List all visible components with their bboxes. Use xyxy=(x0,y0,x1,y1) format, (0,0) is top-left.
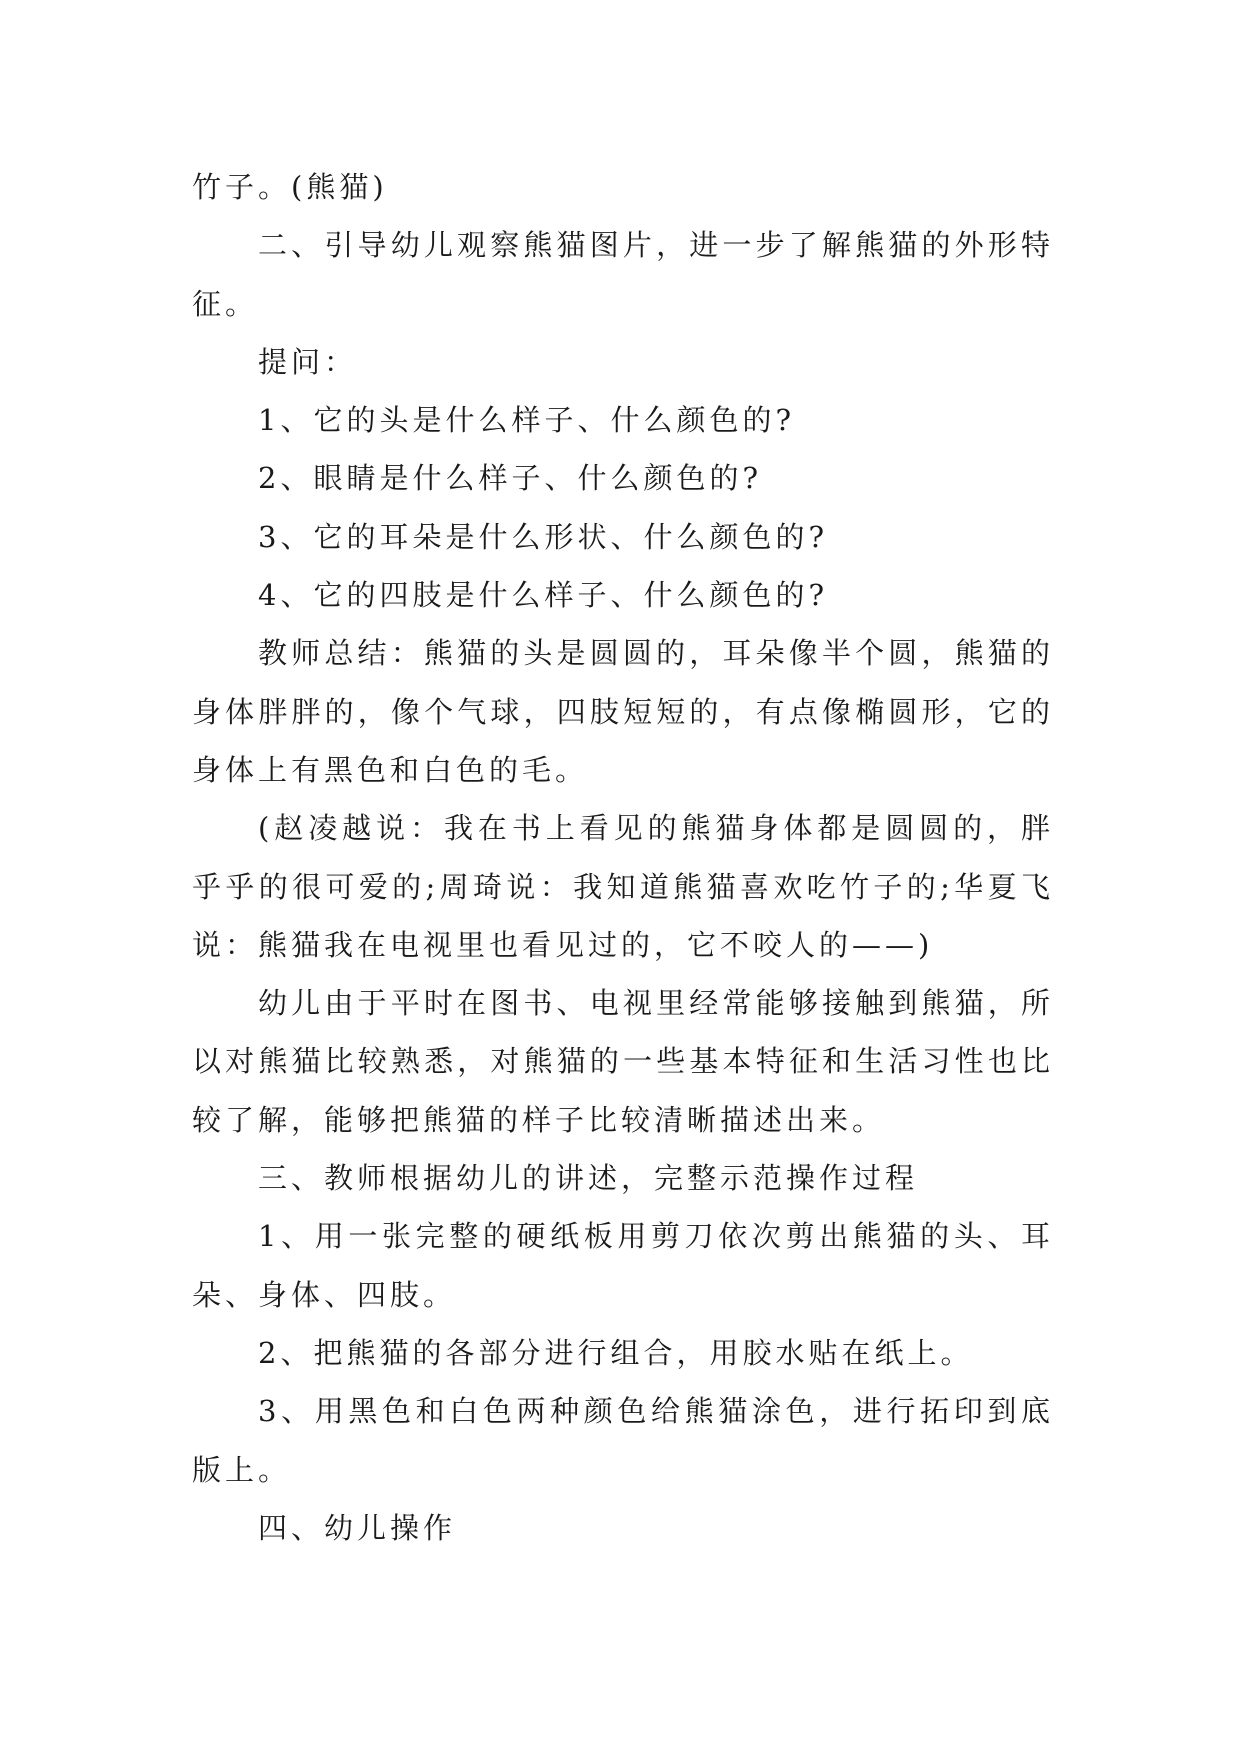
paragraph: 幼儿由于平时在图书、电视里经常能够接触到熊猫，所以对熊猫比较熟悉，对熊猫的一些基本特征和生活习性也比较了解，能够把熊猫的样子比较清晰描述出来。 xyxy=(192,986,1054,1137)
paragraph: 3、它的耳朵是什么形状、什么颜色的? xyxy=(258,519,828,554)
paragraph: 三、教师根据幼儿的讲述，完整示范操作过程 xyxy=(258,1161,919,1196)
paragraph: (赵凌越说：我在书上看见的熊猫身体都是圆圆的，胖乎乎的很可爱的;周琦说：我知道熊猫喜欢吃竹子的;华夏飞说：熊猫我在电视里也看见过的，它不咬人的——) xyxy=(192,811,1054,962)
paragraph: 竹子。(熊猫) xyxy=(192,170,388,204)
paragraph: 2、把熊猫的各部分进行组合，用胶水贴在纸上。 xyxy=(258,1335,974,1370)
paragraph: 1、它的头是什么样子、什么颜色的? xyxy=(258,403,795,438)
paragraph: 二、引导幼儿观察熊猫图片，进一步了解熊猫的外形特征。 xyxy=(192,228,1054,321)
paragraph: 2、眼睛是什么样子、什么颜色的? xyxy=(258,461,762,496)
paragraph: 提问： xyxy=(258,344,358,379)
paragraph: 4、它的四肢是什么样子、什么颜色的? xyxy=(258,578,828,613)
paragraph: 四、幼儿操作 xyxy=(258,1510,457,1545)
document-body xyxy=(192,158,1054,1557)
paragraph: 1、用一张完整的硬纸板用剪刀依次剪出熊猫的头、耳朵、身体、四肢。 xyxy=(192,1219,1054,1312)
paragraph: 3、用黑色和白色两种颜色给熊猫涂色，进行拓印到底版上。 xyxy=(192,1394,1054,1487)
paragraph: 教师总结：熊猫的头是圆圆的，耳朵像半个圆，熊猫的身体胖胖的，像个气球，四肢短短的，有点像椭圆形，它的身体上有黑色和白色的毛。 xyxy=(192,636,1054,787)
